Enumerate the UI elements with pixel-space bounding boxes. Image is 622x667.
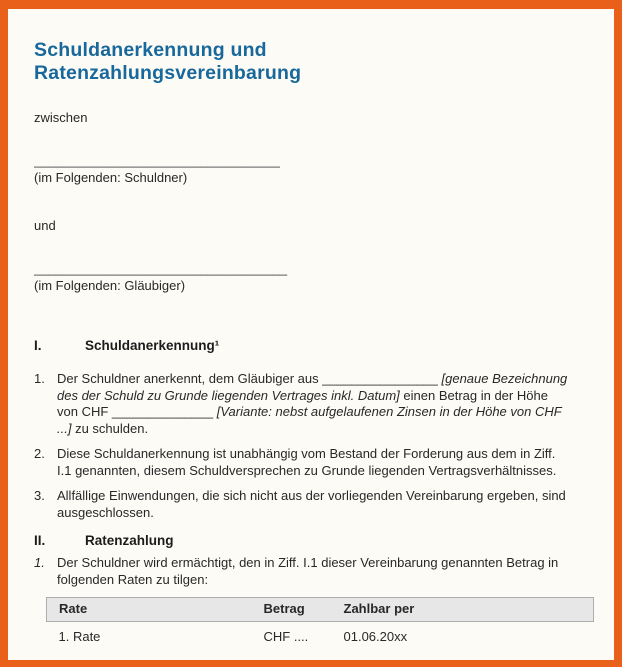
item-text: Der Schuldner wird ermächtigt, den in Ziff. I.1 dieser Vereinbarung genannten Betrag in folgenden Raten zu tilgen: — [57, 555, 559, 588]
glaeubiger-label: (im Folgenden: Gläubiger) — [34, 278, 186, 294]
title-line-1: Schuldanerkennung und — [34, 39, 267, 61]
item-1-part-5: zu schulden. — [71, 421, 149, 437]
title-line-2: Ratenzahlungsvereinbarung — [34, 62, 302, 85]
und-label: und — [34, 218, 56, 234]
item-number: 2. — [34, 446, 45, 462]
installments-table — [46, 597, 594, 646]
page-title — [34, 39, 590, 86]
section-2-heading — [34, 532, 590, 550]
item-text — [57, 371, 590, 439]
item-1-part-4-italic: [Variante: nebst aufgelaufenen Zinsen in der Höhe von CHF ...] — [57, 404, 562, 437]
glaeubiger-blank-line: ___________________________________ — [34, 261, 288, 277]
cell-rate: 1. Rate — [58, 629, 101, 645]
item-number: 3. — [34, 488, 45, 504]
item-text: Allfällige Einwendungen, die sich nicht aus der vorliegenden Vereinbarung ergeben, sind ausgeschlossen. — [57, 488, 566, 520]
section-1-number: I. — [34, 338, 42, 354]
section-1-heading — [34, 337, 590, 355]
list-item — [34, 555, 590, 589]
item-text: Diese Schuldanerkennung ist unabhängig vom Bestand der Forderung aus dem in Ziff. I.1 genannten, diesem Schuldversprechen zu Grunde liegenden Vertragsverhältnisses. — [57, 446, 557, 479]
item-number: 1. — [34, 555, 45, 571]
cell-zahlbar-per: 01.06.20xx — [343, 629, 408, 645]
table-row — [47, 622, 594, 647]
item-1-part-2-italic: [genaue Bezeichnung des der Schuld zu Grunde liegenden Vertrages inkl. Datum] — [57, 370, 568, 403]
section-2-number: II. — [34, 532, 46, 548]
zwischen-label: zwischen — [34, 109, 88, 125]
schuldner-blank-line: __________________________________ — [34, 152, 280, 168]
list-item — [34, 488, 590, 522]
item-number: 1. — [34, 370, 45, 386]
schuldner-label: (im Folgenden: Schuldner) — [34, 169, 188, 185]
item-1-part-1: Der Schuldner anerkennt, dem Gläubiger aus ________________ — [57, 370, 442, 386]
column-header-zahlbar-per: Zahlbar per — [332, 598, 594, 622]
item-1-part-3: einen Betrag in der Höhe von CHF ______________ — [57, 387, 548, 420]
document-content — [8, 9, 614, 646]
list-item — [34, 371, 590, 439]
table-header-row — [47, 598, 594, 622]
cell-betrag: CHF .... — [263, 629, 309, 645]
list-item — [34, 446, 590, 480]
column-header-rate: Rate — [47, 598, 252, 622]
column-header-betrag: Betrag — [252, 598, 332, 622]
section-2-title: Ratenzahlung — [85, 532, 174, 548]
section-1-title: Schuldanerkennung¹ — [85, 338, 220, 354]
